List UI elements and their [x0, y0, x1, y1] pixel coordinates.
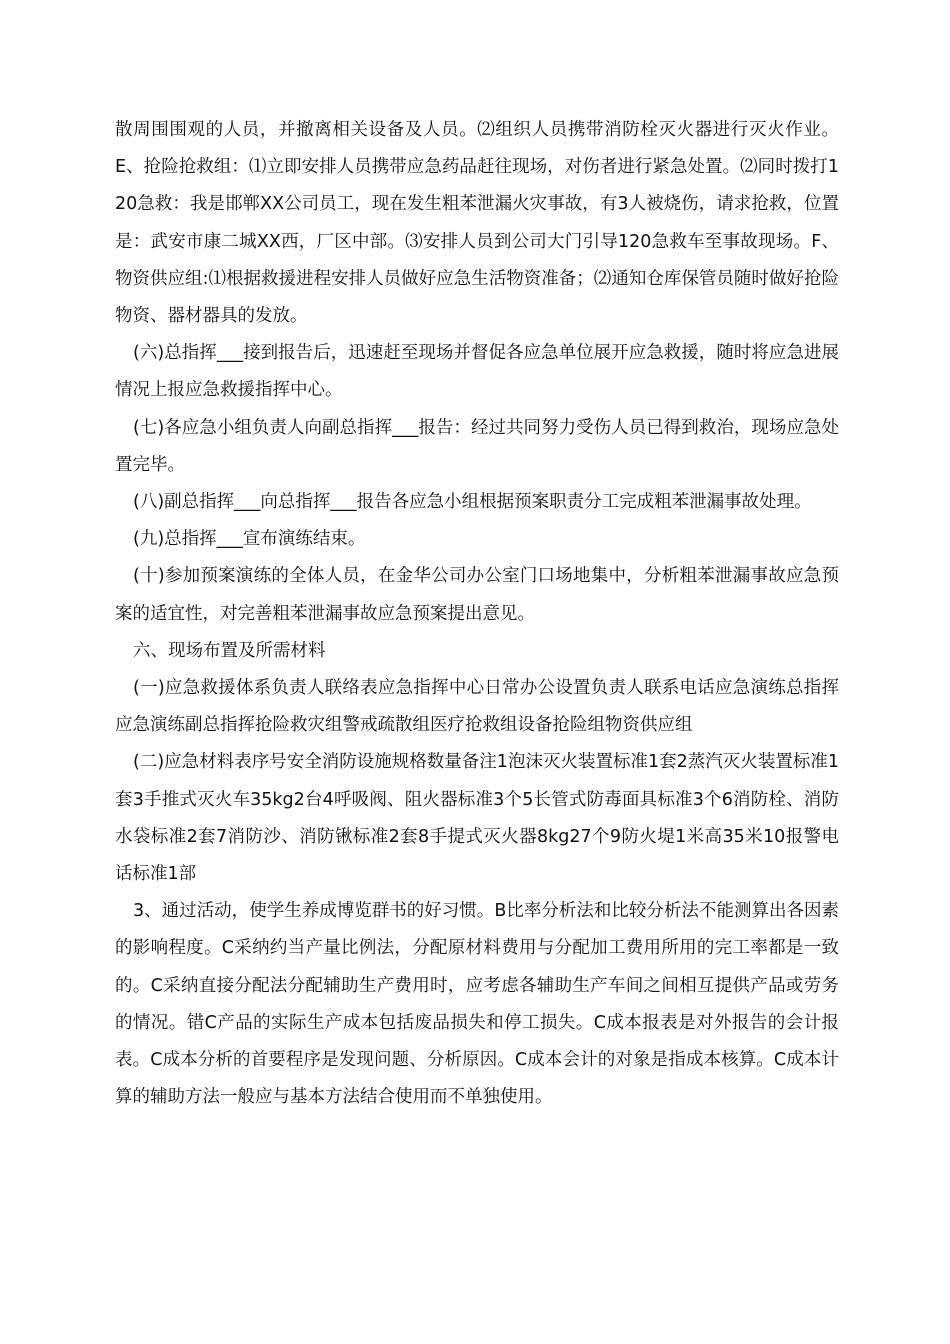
- paragraph-item-3: 3、通过活动，使学生养成博览群书的好习惯。B比率分析法和比较分析法不能测算出各因素的影响程度。C采纳约当产量比例法，分配原材料费用与分配加工费用所用的完工率都是一致的。C采纳直接分配法分配辅助生产费用时，应考虑各辅助生产车间之间相互提供产品或劳务的情况。错C产品的实际生产成本包括废品损失和停工损失。C成本报表是对外报告的会计报表。C成本分析的首要程序是发现问题、分析原因。C成本会计的对象是指成本核算。C成本计算的辅助方法一般应与基本方法结合使用而不单独使用。: [115, 901, 839, 1108]
- paragraph-step-6: (六)总指挥___接到报告后，迅速赶至现场并督促各应急单位展开应急救援，随时将应急进展情况上报应急救援指挥中心。: [115, 343, 839, 401]
- paragraph-step-10: (十)参加预案演练的全体人员，在金华公司办公室门口场地集中，分析粗苯泄漏事故应急预案的适宜性，对完善粗苯泄漏事故应急预案提出意见。: [115, 566, 839, 624]
- document-page: [115, 112, 839, 1116]
- section-heading-6: 六、现场布置及所需材料: [133, 640, 326, 661]
- paragraph-contact-table: (一)应急救援体系负责人联络表应急指挥中心日常办公设置负责人联系电话应急演练总指挥应急演练副总指挥抢险救灾组警戒疏散组医疗抢救组设备抢险组物资供应组: [115, 678, 839, 736]
- paragraph-step-7: (七)各应急小组负责人向副总指挥___报告：经过共同努力受伤人员已得到救治，现场应急处置完毕。: [115, 417, 839, 475]
- paragraph-materials-table: (二)应急材料表序号安全消防设施规格数量备注1泡沫灭火装置标准1套2蒸汽灭火装置标准1套3手推式灭火车35kg2台4呼吸阀、阻火器标准3个5长管式防毒面具标准3个6消防栓、消防水袋标准2套7消防沙、消防锹标准2套8手提式灭火器8kg27个9防火堤1米高35米10报警电话标准1部: [115, 752, 839, 885]
- paragraph-step-9: (九)总指挥___宣布演练结束。: [133, 529, 366, 550]
- paragraph-continuation: 散周围围观的人员，并撤离相关设备及人员。⑵组织人员携带消防栓灭火器进行灭火作业。E、抢险抢救组：⑴立即安排人员携带应急药品赶往现场，对伤者进行紧急处置。⑵同时拨打120急救：我是邯郸XX公司员工，现在发生粗苯泄漏火灾事故，有3人被烧伤，请求抢救，位置是：武安市康二城XX西，厂区中部。⑶安排人员到公司大门引导120急救车至事故现场。F、物资供应组:⑴根据救援进程安排人员做好应急生活物资准备；⑵通知仓库保管员随时做好抢险物资、器材器具的发放。: [115, 120, 839, 327]
- paragraph-step-8: (八)副总指挥___向总指挥___报告各应急小组根据预案职责分工完成粗苯泄漏事故处理。: [133, 492, 812, 513]
